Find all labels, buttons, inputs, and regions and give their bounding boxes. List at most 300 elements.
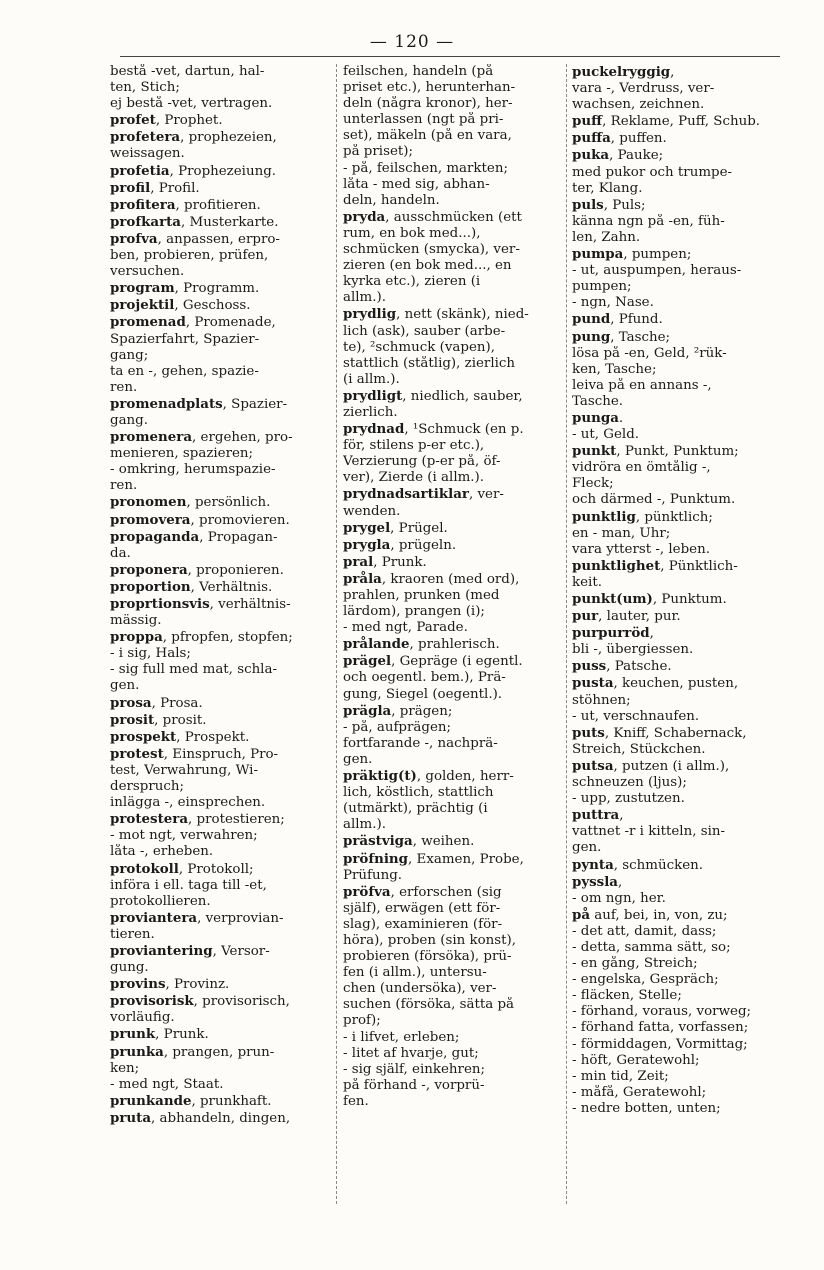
definition-text: , keuchen, pusten, [613, 676, 739, 692]
definition-text: gen. [343, 751, 373, 767]
dictionary-entry [110, 529, 334, 546]
definition-text: , Patsche. [606, 659, 672, 675]
definition-text: menieren, spazieren; [110, 446, 254, 462]
entry-continuation [572, 742, 796, 758]
dictionary-entry [572, 64, 796, 81]
entry-continuation [343, 356, 567, 372]
dictionary-entry [572, 509, 796, 526]
dictionary-entry [572, 857, 796, 874]
entry-continuation [343, 324, 567, 340]
definition-text: gen. [110, 678, 140, 694]
entry-continuation [572, 230, 796, 246]
headword: prunk [110, 1026, 156, 1043]
entry-continuation [110, 264, 334, 280]
headword: prydnad [343, 421, 405, 438]
dictionary-entry [343, 537, 567, 554]
definition-text: Fleck; [572, 476, 614, 492]
definition-text: tieren. [110, 926, 155, 942]
entry-continuation [343, 405, 567, 421]
entry-continuation [343, 242, 567, 258]
dictionary-entry [110, 729, 334, 746]
entry-continuation [110, 646, 334, 662]
headword: pyssla [572, 873, 618, 890]
dictionary-entry [343, 306, 567, 323]
dictionary-entry [110, 396, 334, 413]
headword: pynta [572, 856, 614, 873]
entry-continuation [572, 263, 796, 279]
headword: purpurröd [572, 625, 650, 642]
definition-text: - omkring, herumspazie- [110, 462, 276, 478]
dictionary-entry [110, 562, 334, 579]
headword: profetia [110, 162, 170, 179]
dictionary-entry [343, 421, 567, 438]
definition-text: med pukor och trumpe- [572, 164, 733, 180]
entry-continuation [572, 542, 796, 558]
definition-text: - på, feilschen, markten; [343, 160, 508, 176]
definition-text: bli -, übergiessen. [572, 642, 694, 658]
definition-text: , Versor- [212, 943, 270, 959]
definition-text: känna ngn på -en, füh- [572, 213, 725, 229]
headword: prydlig [343, 306, 397, 323]
dictionary-entry [572, 311, 796, 328]
headword: prygla [343, 536, 391, 553]
entry-continuation [572, 460, 796, 476]
entry-continuation [110, 795, 334, 811]
dictionary-entry [572, 625, 796, 642]
definition-text: - ut, auspumpen, heraus- [572, 263, 742, 279]
definition-text: , Pfund. [610, 312, 663, 328]
entry-continuation [572, 492, 796, 508]
headword: proponera [110, 561, 188, 578]
entry-continuation [110, 878, 334, 894]
headword: pumpa [572, 246, 624, 263]
dictionary-entry [110, 214, 334, 231]
definition-text: allm.). [343, 290, 386, 306]
definition-text: gung. [110, 960, 149, 976]
entry-continuation [110, 927, 334, 943]
entry-continuation [572, 972, 796, 988]
dictionary-entry [343, 703, 567, 720]
dictionary-entry [110, 712, 334, 729]
entry-continuation [343, 1062, 567, 1078]
headword: prunka [110, 1043, 164, 1060]
entry-continuation [343, 470, 567, 486]
headword: proviantera [110, 909, 198, 926]
dictionary-column-3 [572, 64, 796, 1117]
entry-continuation [572, 1085, 796, 1101]
entry-continuation [343, 144, 567, 160]
definition-text: ren. [110, 379, 138, 395]
definition-text: suchen (försöka, sätta på [343, 997, 515, 1013]
definition-text: ver), Zierde (i allm.). [343, 470, 485, 486]
entry-continuation [572, 956, 796, 972]
headword: på [572, 906, 591, 923]
definition-text: , persönlich. [186, 495, 271, 511]
entry-continuation [110, 894, 334, 910]
definition-text: , Pauke; [609, 148, 664, 164]
entry-continuation [343, 801, 567, 817]
entry-continuation [343, 290, 567, 306]
entry-continuation [572, 279, 796, 295]
definition-text: slag), examinieren (för- [343, 916, 503, 932]
definition-text: - detta, samma sätt, so; [572, 939, 731, 955]
definition-text: mässig. [110, 613, 162, 629]
definition-text: - fläcken, Stelle; [572, 988, 682, 1004]
definition-text: - förmiddagen, Vormittag; [572, 1036, 748, 1052]
headword: pröfva [343, 883, 391, 900]
dictionary-entry [110, 280, 334, 297]
headword: prydligt [343, 387, 403, 404]
definition-text: , puffen. [610, 131, 667, 147]
definition-text: len, Zahn. [572, 229, 641, 245]
definition-text: leiva på en annans -, [572, 377, 712, 393]
definition-text: , Spazier- [222, 396, 288, 412]
definition-text: , [618, 874, 623, 890]
entry-continuation [343, 933, 567, 949]
dictionary-entry [110, 1026, 334, 1043]
definition-text: fen. [343, 1093, 369, 1109]
definition-text: kyrka etc.), zieren (i [343, 274, 481, 290]
entry-continuation [110, 96, 334, 112]
entry-continuation [572, 1053, 796, 1069]
definition-text: versuchen. [110, 264, 185, 280]
definition-text: , protestieren; [188, 812, 285, 828]
definition-text: vara ytterst -, leben. [572, 541, 710, 557]
entry-continuation [572, 427, 796, 443]
headword: punga [572, 409, 619, 426]
definition-text: ben, probieren, prüfen, [110, 248, 269, 264]
definition-text: lösa på -en, Geld, ²rük- [572, 345, 727, 361]
entry-continuation [572, 97, 796, 113]
definition-text: Spazierfahrt, Spazier- [110, 331, 260, 347]
dictionary-entry [110, 429, 334, 446]
headword: puckelryggig [572, 64, 671, 80]
entry-continuation [343, 372, 567, 388]
dictionary-entry [572, 147, 796, 164]
entry-continuation [343, 785, 567, 801]
headword: proportion [110, 578, 191, 595]
headword: puka [572, 147, 610, 164]
definition-text: , lauter, pur. [598, 609, 681, 625]
dictionary-entry [110, 746, 334, 763]
entry-continuation [343, 901, 567, 917]
entry-continuation [343, 670, 567, 686]
headword: puttra [572, 807, 620, 824]
dictionary-entry [343, 636, 567, 653]
dictionary-entry [343, 653, 567, 670]
headword: präktig(t) [343, 768, 417, 785]
definition-text: , Kniff, Schabernack, [604, 725, 747, 741]
definition-text: , Prospekt. [176, 729, 250, 745]
definition-text: , prägen; [391, 703, 453, 719]
definition-text: - sig själf, einkehren; [343, 1061, 486, 1077]
definition-text: ta en -, gehen, spazie- [110, 363, 259, 379]
page-number: — 120 — [369, 32, 455, 52]
entry-continuation [343, 226, 567, 242]
definition-text: pumpen; [572, 279, 632, 295]
headword: profkarta [110, 213, 181, 230]
headword: protokoll [110, 860, 179, 877]
definition-text: , kraoren (med ord), [381, 571, 520, 587]
definition-text: - sig full med mat, schla- [110, 662, 277, 678]
definition-text: , Prosa. [151, 695, 203, 711]
entry-continuation [110, 960, 334, 976]
headword: program [110, 280, 175, 297]
headword: putsa [572, 757, 614, 774]
definition-text: och oegentl. bem.), Prä- [343, 670, 506, 686]
definition-text: , proponieren. [187, 562, 284, 578]
definition-text: lich, köstlich, stattlich [343, 785, 494, 801]
dictionary-entry [110, 297, 334, 314]
dictionary-entry [110, 1110, 334, 1127]
headword: profil [110, 179, 151, 196]
dictionary-entry [110, 596, 334, 613]
dictionary-entry [110, 695, 334, 712]
definition-text: , Provinz. [165, 977, 230, 993]
definition-text: , Profil. [150, 180, 200, 196]
definition-text: - förhand, voraus, vorweg; [572, 1004, 752, 1020]
definition-text: - i lifvet, erleben; [343, 1029, 460, 1045]
definition-text: gung, Siegel (oegentl.). [343, 686, 503, 702]
definition-text: (i allm.). [343, 371, 400, 387]
headword: puss [572, 658, 607, 675]
entry-continuation [572, 1020, 796, 1036]
dictionary-entry [572, 591, 796, 608]
definition-text: , niedlich, sauber, [402, 388, 523, 404]
definition-text: , Gepräge (i egentl. [391, 654, 523, 670]
definition-text: , Geschoss. [174, 298, 251, 314]
headword: prästviga [343, 833, 413, 850]
dictionary-column-2 [343, 64, 567, 1110]
definition-text: , [619, 808, 624, 824]
dictionary-entry [572, 807, 796, 824]
headword: pronomen [110, 494, 187, 511]
headword: promenadplats [110, 395, 223, 412]
definition-text: , nett (skänk), nied- [396, 307, 529, 323]
dictionary-entry [572, 675, 796, 692]
definition-text: låta -, erheben. [110, 844, 214, 860]
definition-text: , pünktlich; [635, 509, 713, 525]
entry-continuation [572, 394, 796, 410]
definition-text: , erforschen (sig [390, 884, 502, 900]
headword: prygel [343, 519, 391, 536]
entry-continuation [110, 478, 334, 494]
definition-text: , Punktum. [652, 592, 727, 607]
definition-text: lich (ask), sauber (arbe- [343, 323, 506, 339]
definition-text: en - man, Uhr; [572, 525, 671, 541]
entry-continuation [343, 1046, 567, 1062]
entry-continuation [110, 1061, 334, 1077]
dictionary-entry [110, 112, 334, 129]
entry-continuation [343, 604, 567, 620]
definition-text: , Protokoll; [178, 861, 254, 877]
entry-continuation [110, 779, 334, 795]
headword: prägel [343, 653, 392, 670]
definition-text: , schmücken. [613, 857, 703, 873]
dictionary-entry [110, 976, 334, 993]
entry-continuation [343, 80, 567, 96]
definition-text: , Einspruch, Pro- [163, 746, 279, 762]
headword: projektil [110, 297, 175, 314]
entry-continuation [572, 642, 796, 658]
entry-continuation [572, 693, 796, 709]
dictionary-entry [110, 1093, 334, 1110]
entry-continuation [343, 193, 567, 209]
definition-text: ken, Tasche; [572, 361, 657, 377]
header-rule [120, 56, 780, 57]
entry-continuation [110, 1077, 334, 1093]
definition-text: set), mäkeln (på en vara, [343, 128, 512, 144]
definition-text: wenden. [343, 503, 401, 519]
entry-continuation [343, 161, 567, 177]
definition-text: , prahlerisch. [409, 637, 500, 653]
entry-continuation [572, 575, 796, 591]
definition-text: , Propagan- [199, 529, 278, 545]
entry-continuation [572, 988, 796, 1004]
dictionary-entry [110, 861, 334, 878]
headword: profitera [110, 196, 176, 213]
entry-continuation [343, 128, 567, 144]
entry-continuation [110, 662, 334, 678]
definition-text: - om ngn, her. [572, 890, 666, 906]
definition-text: Tasche. [572, 393, 624, 409]
definition-text: Prüfung. [343, 867, 403, 883]
dictionary-entry [343, 768, 567, 785]
dictionary-entry [110, 163, 334, 180]
definition-text: , weihen. [412, 834, 475, 850]
definition-text: ter, Klang. [572, 180, 643, 196]
entry-continuation [343, 736, 567, 752]
definition-text: - i sig, Hals; [110, 646, 191, 662]
column-divider [336, 64, 337, 1204]
definition-text: införa i ell. taga till -et, [110, 877, 267, 893]
definition-text: , prügeln. [390, 537, 457, 553]
definition-text: - förhand fatta, vorfassen; [572, 1020, 749, 1036]
entry-continuation [572, 924, 796, 940]
entry-continuation [572, 378, 796, 394]
entry-continuation [343, 965, 567, 981]
entry-continuation [343, 620, 567, 636]
entry-continuation [110, 446, 334, 462]
definition-text: - med ngt, Parade. [343, 620, 468, 636]
definition-text: , ergehen, pro- [192, 430, 293, 446]
definition-text: bestå -vet, dartun, hal- [110, 64, 265, 79]
headword: prosit [110, 711, 155, 728]
entry-continuation [343, 687, 567, 703]
entry-continuation [110, 80, 334, 96]
entry-continuation [343, 949, 567, 965]
entry-continuation [110, 828, 334, 844]
definition-text: - ngn, Nase. [572, 295, 654, 311]
entry-continuation [572, 824, 796, 840]
entry-continuation [110, 332, 334, 348]
dictionary-entry [110, 512, 334, 529]
definition-text: Verzierung (p-er på, öf- [343, 454, 501, 470]
definition-text: probieren (försöka), prü- [343, 949, 512, 965]
definition-text: , putzen (i allm.), [613, 758, 730, 774]
definition-text: , provisorisch, [193, 994, 290, 1010]
definition-text: keit. [572, 574, 602, 590]
definition-text: , Prügel. [390, 520, 448, 536]
headword: profva [110, 230, 158, 247]
definition-text: . [618, 410, 624, 426]
entry-continuation [343, 917, 567, 933]
definition-text: (utmärkt), prächtig (i [343, 801, 488, 817]
headword: promenera [110, 429, 193, 446]
dictionary-entry [343, 851, 567, 868]
definition-text: , anpassen, erpro- [157, 231, 280, 247]
definition-text: - ut, verschnaufen. [572, 708, 700, 724]
entry-continuation [343, 1078, 567, 1094]
entry-continuation [572, 1004, 796, 1020]
headword: pung [572, 328, 611, 345]
headword: punktlig [572, 508, 636, 525]
definition-text: , ausschmücken (ett [385, 209, 522, 225]
definition-text: , Verhältnis. [190, 579, 273, 595]
headword: punkt [572, 443, 617, 460]
definition-text: på förhand -, vorprü- [343, 1077, 485, 1093]
entry-continuation [343, 720, 567, 736]
definition-text: , Tasche; [610, 329, 671, 345]
dictionary-entry [110, 231, 334, 248]
dictionary-entry [110, 314, 334, 331]
definition-text: da. [110, 545, 131, 561]
definition-text: låta - med sig, abhan- [343, 176, 490, 192]
headword: profet [110, 112, 156, 129]
entry-continuation [110, 413, 334, 429]
definition-text: för, stilens p-er etc.), [343, 438, 485, 454]
definition-text: , [670, 65, 675, 80]
headword: puff [572, 113, 603, 130]
headword: pusta [572, 675, 614, 692]
entry-continuation [572, 214, 796, 230]
dictionary-entry [572, 874, 796, 891]
headword: prydnadsartiklar [343, 486, 469, 503]
dictionary-entry [110, 1044, 334, 1061]
definition-text: , profitieren. [175, 197, 261, 213]
entry-continuation [572, 165, 796, 181]
definition-text: själf), erwägen (ett för- [343, 900, 501, 916]
entry-continuation [343, 817, 567, 833]
definition-text: - höft, Geratewohl; [572, 1052, 700, 1068]
entry-continuation [110, 348, 334, 364]
definition-text: , pumpen; [623, 247, 692, 263]
definition-text: deln, handeln. [343, 192, 440, 208]
entry-continuation [110, 146, 334, 162]
entry-continuation [343, 258, 567, 274]
definition-text: , Examen, Probe, [408, 851, 524, 867]
definition-text: chen (undersöka), ver- [343, 981, 497, 997]
definition-text: inlägga -, einsprechen. [110, 795, 266, 811]
definition-text: gang. [110, 412, 149, 428]
definition-text: , Musterkarte. [180, 214, 279, 230]
dictionary-entry [343, 833, 567, 850]
definition-text: , abhandeln, dingen, [151, 1110, 291, 1126]
definition-text: , Prophet. [155, 113, 223, 129]
entry-continuation [343, 96, 567, 112]
headword: prosa [110, 694, 152, 711]
definition-text: , prangen, prun- [163, 1044, 275, 1060]
definition-text: allm.). [343, 817, 386, 833]
definition-text: , ¹Schmuck (en p. [404, 422, 524, 438]
dictionary-entry [343, 884, 567, 901]
headword: proppa [110, 629, 163, 646]
definition-text: , verprovian- [197, 910, 284, 926]
definition-text: schneuzen (ljus); [572, 775, 687, 791]
headword: provins [110, 976, 166, 993]
definition-text: , prosit. [154, 712, 207, 728]
definition-text: protokollieren. [110, 893, 211, 909]
